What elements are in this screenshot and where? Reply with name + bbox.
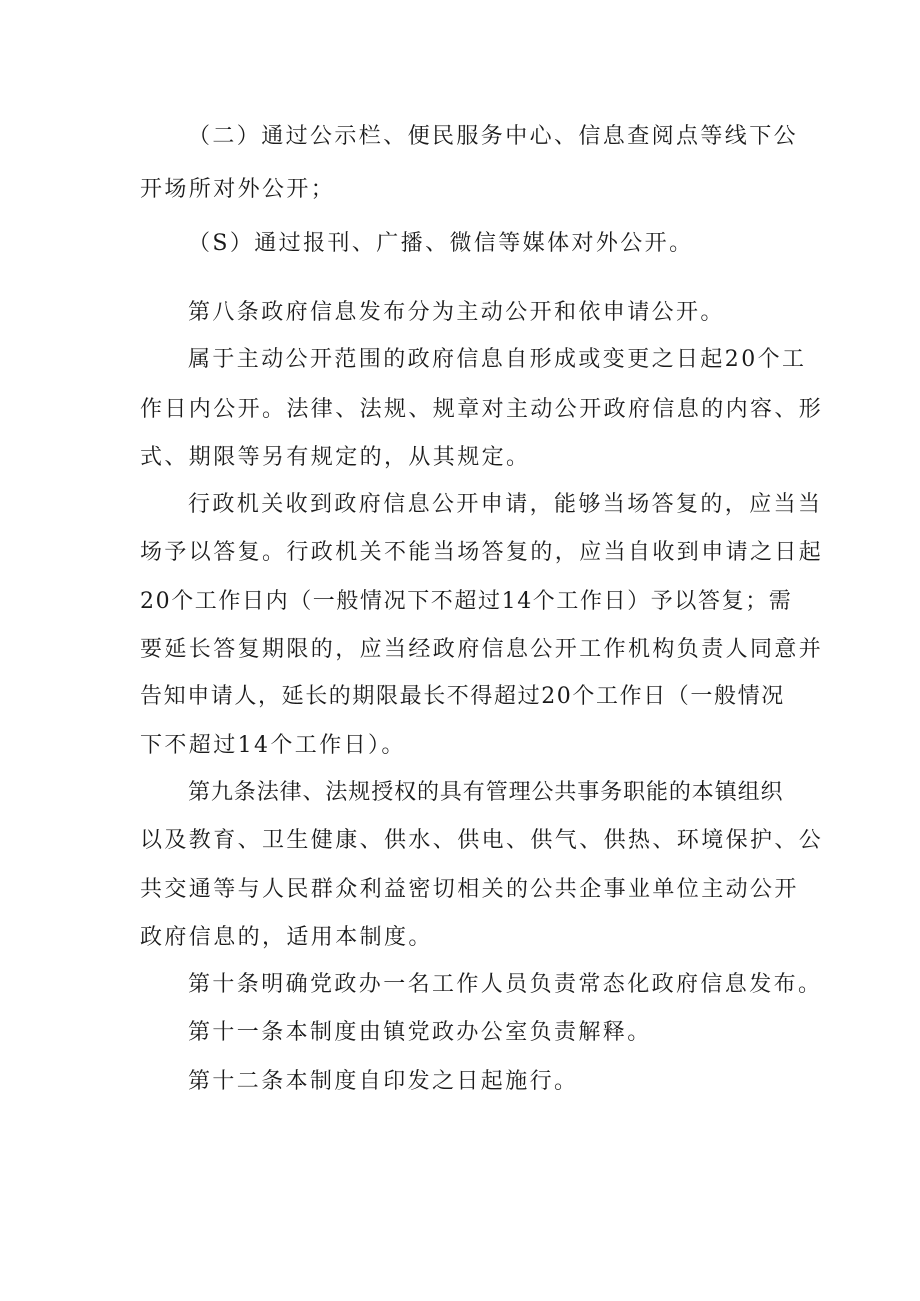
text-line: 属于主动公开范围的政府信息自形成或变更之日起20个工: [188, 347, 807, 372]
text-line: （S）通过报刊、广播、微信等媒体对外公开。: [188, 231, 694, 256]
text-line: 式、期限等另有规定的，从其规定。: [140, 445, 531, 470]
text-line: 要延长答复期限的，应当经政府信息公开工作机构负责人同意并: [140, 637, 824, 662]
text-line: 第九条法律、法规授权的具有管理公共事务职能的本镇组织: [188, 780, 784, 805]
text-line: 以及教育、卫生健康、供水、供电、供气、供热、环境保护、公: [140, 828, 824, 853]
text-line: 共交通等与人民群众利益密切相关的公共企事业单位主动公开: [140, 877, 799, 902]
text-line: 政府信息的，适用本制度。: [140, 925, 433, 950]
text-line: 行政机关收到政府信息公开申请，能够当场答复的，应当当: [188, 492, 823, 517]
text-line: （二）通过公示栏、便民服务中心、信息查阅点等线下公: [188, 124, 799, 149]
text-line: 场予以答复。行政机关不能当场答复的，应当自收到申请之日起: [140, 540, 824, 565]
text-line: 第十一条本制度由镇党政办公室负责解释。: [188, 1020, 652, 1045]
text-line: 20个工作日内（一般情况下不超过14个工作日）予以答复；需: [140, 589, 793, 614]
text-line: 开场所对外公开；: [140, 177, 336, 202]
text-line: 第十条明确党政办一名工作人员负责常态化政府信息发布。: [188, 972, 823, 997]
text-line: 第八条政府信息发布分为主动公开和依申请公开。: [188, 300, 725, 325]
text-line: 第十二条本制度自印发之日起施行。: [188, 1069, 579, 1094]
text-line: 告知申请人，延长的期限最长不得超过20个工作日（一般情况: [140, 684, 785, 709]
text-line: 下不超过14个工作日）。: [140, 733, 406, 758]
text-line: 作日内公开。法律、法规、规章对主动公开政府信息的内容、形: [140, 397, 824, 422]
